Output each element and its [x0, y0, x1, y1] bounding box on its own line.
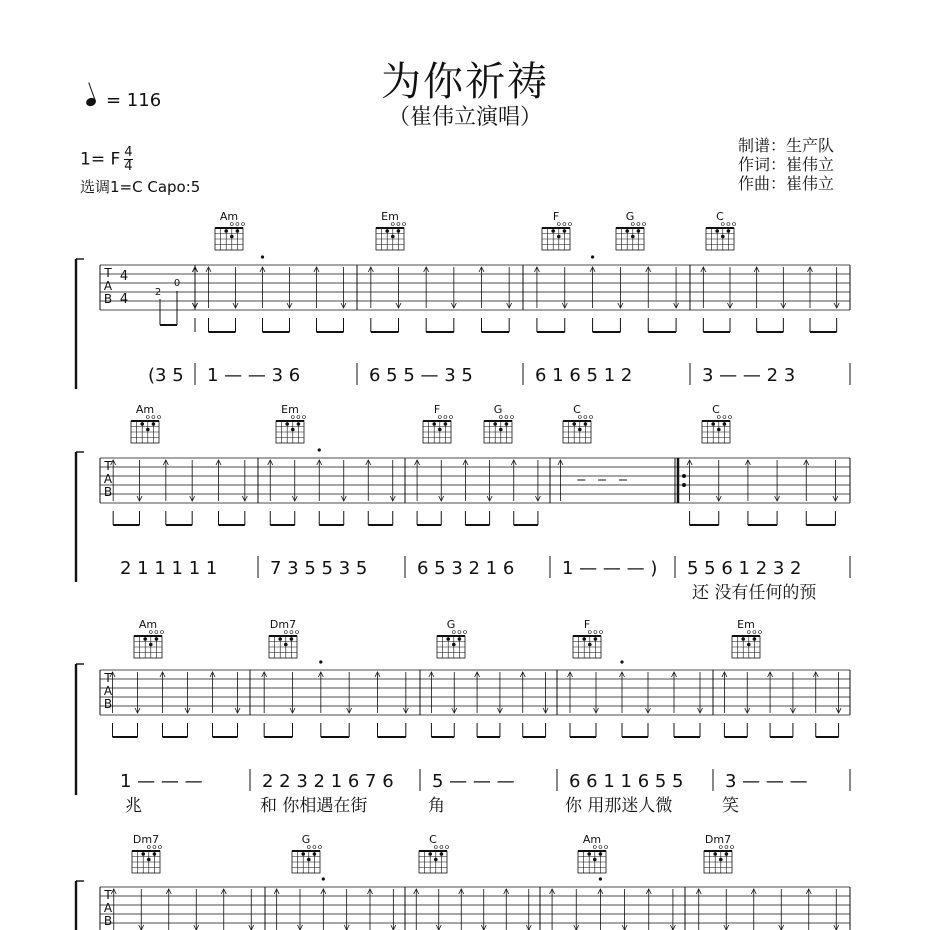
lyric-line: 你 用那迷人微: [565, 796, 673, 816]
jianpu-measure: 6 5 3 2 1 6: [417, 558, 515, 579]
chord-name: F: [583, 618, 591, 631]
chord-dot: [143, 637, 147, 641]
chord-dot: [284, 643, 288, 647]
chord-dot: [741, 637, 745, 641]
chord-diagram: [276, 403, 306, 443]
accent-dot: [591, 255, 594, 258]
chord-name: Dm7: [269, 618, 297, 631]
chord-open-mark: [161, 631, 164, 634]
chord-dot: [290, 637, 294, 641]
chord-open-mark: [446, 846, 449, 849]
chord-name: Dm7: [132, 833, 160, 846]
chord-dot: [711, 422, 715, 426]
capo-info: 选调1=C Capo:5: [80, 178, 201, 196]
chord-dot: [428, 852, 432, 856]
chord-dot: [444, 422, 448, 426]
tab-system: [76, 210, 850, 389]
fret-number: 2: [154, 287, 162, 298]
tab-time-sig: 4: [119, 292, 129, 307]
chord-dot: [715, 229, 719, 233]
chord-diagram: [132, 833, 162, 873]
chord-open-mark: [511, 416, 514, 419]
credit-composer: 作曲：崔伟立: [738, 174, 835, 193]
chord-name: F: [552, 210, 560, 223]
chord-open-mark: [637, 223, 640, 226]
chord-dot: [147, 858, 151, 862]
chord-diagram: [704, 833, 734, 873]
jianpu-measure: 1 — — —: [120, 771, 203, 792]
chord-open-mark: [296, 631, 299, 634]
jianpu-measure: 3 — — —: [725, 771, 808, 792]
chord-name: Am: [138, 618, 158, 631]
chord-diagram: [578, 833, 608, 873]
chord-open-mark: [594, 631, 597, 634]
lyric-line: 笑: [722, 796, 739, 816]
chord-dot: [301, 852, 305, 856]
jianpu-measure: 6 5 5 — 3 5: [369, 365, 473, 386]
chord-open-mark: [242, 223, 245, 226]
chord-dot: [584, 422, 588, 426]
credit-arranger: 制谱：生产队: [738, 136, 835, 155]
chord-diagram: [573, 618, 603, 658]
tab-clef-letter: A: [103, 472, 113, 486]
chord-dot: [307, 858, 311, 862]
chord-dot: [152, 422, 156, 426]
chord-dot: [557, 235, 561, 239]
chord-dot: [297, 422, 301, 426]
chord-open-mark: [403, 223, 406, 226]
chord-name: Em: [281, 403, 299, 416]
jianpu-measure: 3 — — 2 3: [702, 365, 796, 386]
lyric-line: 和 你相遇在街: [260, 796, 368, 816]
chord-dot: [631, 235, 635, 239]
chord-open-mark: [733, 223, 736, 226]
chord-open-mark: [605, 846, 608, 849]
jianpu-measure: 2 2 3 2 1 6 7 6: [262, 771, 394, 792]
chord-name: F: [433, 403, 441, 416]
chord-name: Am: [582, 833, 602, 846]
chord-dot: [637, 229, 641, 233]
chord-dot: [727, 229, 731, 233]
chord-open-mark: [159, 846, 162, 849]
chord-dot: [397, 229, 401, 233]
chord-dot: [594, 637, 598, 641]
chord-dot: [432, 422, 436, 426]
tab-clef-letter: T: [104, 459, 112, 473]
chord-open-mark: [319, 846, 322, 849]
accent-dot: [318, 448, 321, 451]
jianpu-measure: 1 — — 3 6: [207, 365, 301, 386]
chord-dot: [146, 428, 150, 432]
chord-diagram: [423, 403, 453, 443]
chord-diagram: [269, 618, 299, 658]
chord-open-mark: [731, 846, 734, 849]
chord-open-mark: [584, 416, 587, 419]
chord-diagram: [131, 403, 161, 443]
chord-name: G: [493, 403, 503, 416]
chord-dot: [587, 852, 591, 856]
chord-diagram: [484, 403, 514, 443]
chord-name: Em: [737, 618, 755, 631]
chord-dot: [747, 643, 751, 647]
lyric-line: 角: [428, 796, 445, 816]
chord-open-mark: [458, 631, 461, 634]
chord-dot: [458, 637, 462, 641]
fret-number: 0: [173, 278, 181, 289]
credit-lyricist: 作词：崔伟立: [738, 155, 835, 174]
chord-dot: [588, 643, 592, 647]
chord-open-mark: [440, 846, 443, 849]
tab-clef-letter: A: [103, 901, 113, 915]
chord-name: G: [625, 210, 635, 223]
chord-dot: [593, 858, 597, 862]
chord-dot: [493, 422, 497, 426]
chord-open-mark: [727, 223, 730, 226]
lyric-line: 还 没有任何的预: [692, 583, 817, 603]
chord-name: C: [429, 833, 437, 846]
tab-clef-letter: T: [104, 888, 112, 902]
chord-dot: [140, 422, 144, 426]
chord-dot: [452, 643, 456, 647]
chord-diagram: [215, 210, 245, 250]
chord-dot: [578, 428, 582, 432]
chord-name: Am: [219, 210, 239, 223]
chord-dot: [285, 422, 289, 426]
tab-clef-letter: T: [104, 671, 112, 685]
key-label: 1= F: [80, 149, 121, 170]
tab-system: [76, 833, 850, 930]
chord-name: Am: [135, 403, 155, 416]
chord-dot: [313, 852, 317, 856]
chord-dot: [440, 852, 444, 856]
chord-dot: [625, 229, 629, 233]
chord-open-mark: [450, 416, 453, 419]
chord-open-mark: [444, 416, 447, 419]
chord-dot: [236, 229, 240, 233]
chord-dot: [446, 637, 450, 641]
chord-dot: [391, 235, 395, 239]
chord-dot: [582, 637, 586, 641]
chord-dot: [753, 637, 757, 641]
chord-diagram: [563, 403, 593, 443]
lyric-line: 兆: [125, 796, 142, 816]
chord-name: C: [712, 403, 720, 416]
chord-open-mark: [505, 416, 508, 419]
repeat-dot: [682, 474, 686, 478]
jianpu-measure: 5 — — —: [432, 771, 515, 792]
chord-dot: [434, 858, 438, 862]
jianpu-measure: 5 5 6 1 2 3 2: [687, 558, 802, 579]
chord-open-mark: [464, 631, 467, 634]
chord-dot: [719, 858, 723, 862]
tab-clef-letter: B: [103, 485, 113, 499]
repeat-dot: [682, 483, 686, 487]
tab-time-sig: 4: [119, 269, 129, 284]
chord-dot: [721, 235, 725, 239]
tab-clef-letter: B: [103, 914, 113, 928]
chord-dot: [224, 229, 228, 233]
chord-dot: [141, 852, 145, 856]
chord-open-mark: [723, 416, 726, 419]
chord-diagram: [419, 833, 449, 873]
chord-open-mark: [313, 846, 316, 849]
chord-open-mark: [569, 223, 572, 226]
chord-diagram: [134, 618, 164, 658]
song-subtitle: （崔伟立演唱）: [387, 105, 542, 130]
chord-dot: [499, 428, 503, 432]
chord-dot: [385, 229, 389, 233]
tab-clef-letter: B: [103, 697, 113, 711]
chord-dot: [153, 852, 157, 856]
tempo-value: = 116: [106, 90, 162, 111]
tab-clef-letter: A: [103, 684, 113, 698]
accent-dot: [599, 877, 602, 880]
chord-dot: [155, 637, 159, 641]
chord-diagram: [376, 210, 406, 250]
jianpu-measure: 2 1 1 1 1 1: [120, 558, 218, 579]
chord-dot: [563, 229, 567, 233]
chord-open-mark: [158, 416, 161, 419]
chord-name: Em: [381, 210, 399, 223]
time-signature: $\frac{4}{4}$: [124, 145, 133, 174]
tab-clef-letter: B: [103, 292, 113, 306]
chord-diagram: [292, 833, 322, 873]
chord-name: G: [301, 833, 311, 846]
jianpu-measure: 1 — — — ): [562, 558, 658, 579]
accent-dot: [322, 877, 325, 880]
chord-diagram: [616, 210, 646, 250]
jianpu-measure: 6 1 6 5 1 2: [535, 365, 633, 386]
chord-diagram: [702, 403, 732, 443]
chord-dot: [599, 852, 603, 856]
chord-dot: [725, 852, 729, 856]
chord-dot: [717, 428, 721, 432]
tab-system: [76, 403, 850, 603]
chord-name: C: [716, 210, 724, 223]
chord-dot: [551, 229, 555, 233]
chord-open-mark: [643, 223, 646, 226]
accent-dot: [620, 660, 623, 663]
chord-dot: [291, 428, 295, 432]
tab-system: [76, 618, 850, 816]
chord-dot: [278, 637, 282, 641]
jianpu-measure: 6 6 1 1 6 5 5: [569, 771, 684, 792]
chord-dot: [505, 422, 509, 426]
chord-open-mark: [563, 223, 566, 226]
chord-name: G: [446, 618, 456, 631]
tab-clef-letter: T: [104, 266, 112, 280]
jianpu-measure: 7 3 5 5 3 5: [270, 558, 368, 579]
jianpu-measure: (3 5: [148, 365, 184, 386]
chord-diagram: [437, 618, 467, 658]
chord-dot: [438, 428, 442, 432]
accent-dot: [261, 255, 264, 258]
chord-dot: [149, 643, 153, 647]
chord-open-mark: [303, 416, 306, 419]
chord-open-mark: [590, 416, 593, 419]
accent-dot: [319, 660, 322, 663]
chord-open-mark: [729, 416, 732, 419]
chord-diagram: [542, 210, 572, 250]
chord-dot: [230, 235, 234, 239]
tab-clef-letter: A: [103, 279, 113, 293]
chord-diagram: [706, 210, 736, 250]
chord-diagram: [732, 618, 762, 658]
chord-dot: [713, 852, 717, 856]
chord-dot: [572, 422, 576, 426]
chord-dot: [723, 422, 727, 426]
chord-name: C: [573, 403, 581, 416]
chord-name: Dm7: [704, 833, 732, 846]
chord-open-mark: [600, 631, 603, 634]
song-title: 为你祈祷: [381, 59, 549, 105]
chord-open-mark: [759, 631, 762, 634]
